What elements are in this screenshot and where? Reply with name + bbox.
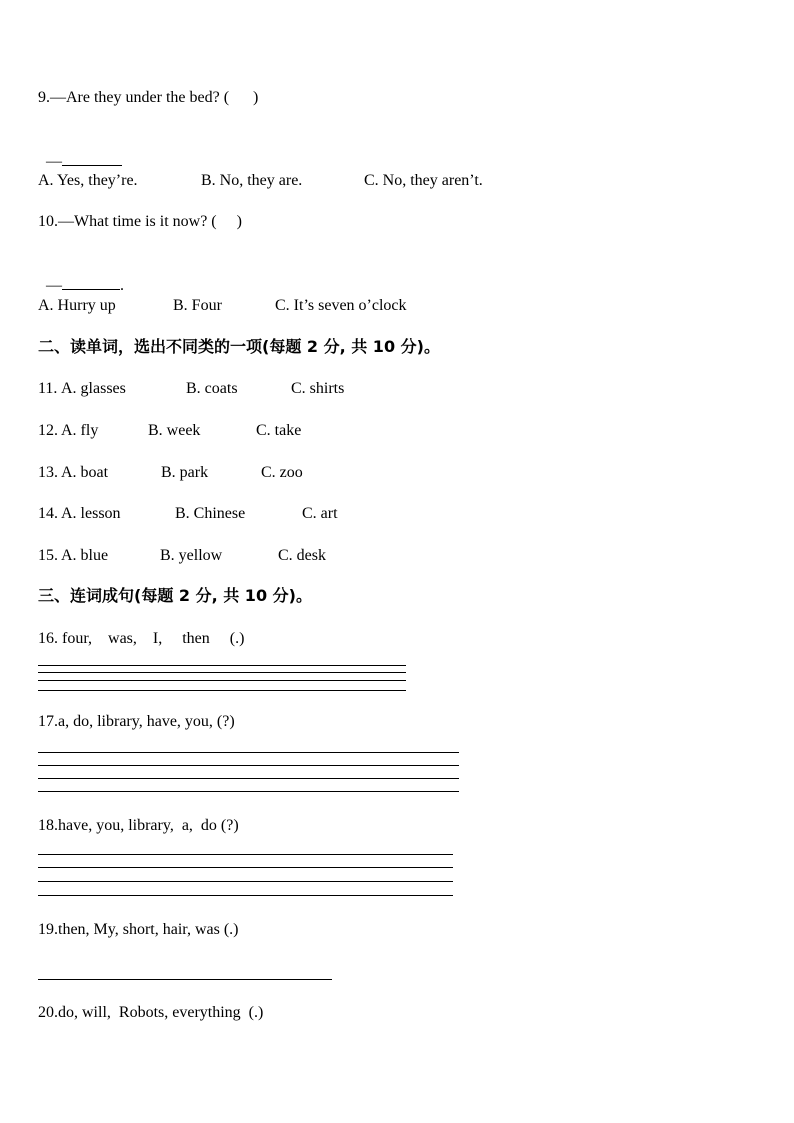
writing-line[interactable] — [38, 778, 459, 779]
question-10-option-a[interactable]: A. Hurry up — [38, 297, 116, 314]
writing-line[interactable] — [38, 791, 459, 792]
question-16-words: 16. four, was, I, then (.) — [38, 630, 245, 647]
question-13-number: 13. — [38, 464, 58, 481]
writing-line[interactable] — [38, 867, 453, 868]
question-14-option-c[interactable]: C. art — [302, 505, 338, 522]
writing-line[interactable] — [38, 690, 406, 691]
period: . — [120, 277, 124, 294]
section-3-heading: 三、连词成句(每题 2 分, 共 10 分)。 — [38, 586, 312, 605]
question-11-number: 11. — [38, 380, 62, 397]
question-14-option-a[interactable]: A. lesson — [61, 505, 121, 522]
answer-blank[interactable] — [62, 151, 122, 166]
question-11-option-a[interactable]: A. glasses — [61, 380, 126, 397]
writing-line[interactable] — [38, 895, 453, 896]
question-13-option-a[interactable]: A. boat — [61, 464, 109, 481]
question-20-words: 20.do, will, Robots, everything (.) — [38, 1004, 264, 1021]
question-10-prompt: 10.—What time is it now? ( ) — [38, 213, 242, 230]
dash: — — [46, 153, 62, 170]
question-15-number: 15. — [38, 547, 58, 564]
question-10-answer-line[interactable] — [38, 255, 124, 296]
question-11-option-b[interactable]: B. coats — [186, 380, 238, 397]
question-10-option-b[interactable]: B. Four — [173, 297, 222, 314]
dash: — — [46, 277, 62, 294]
writing-line[interactable] — [38, 765, 459, 766]
question-15-option-b[interactable]: B. yellow — [160, 547, 223, 564]
question-14-option-b[interactable]: B. Chinese — [175, 505, 246, 522]
question-12-option-a[interactable]: A. fly — [61, 422, 99, 439]
question-9-option-b[interactable]: B. No, they are. — [201, 172, 303, 189]
question-13-option-b[interactable]: B. park — [161, 464, 209, 481]
writing-line[interactable] — [38, 672, 406, 673]
question-17-words: 17.a, do, library, have, you, (?) — [38, 713, 235, 730]
question-12-option-b[interactable]: B. week — [148, 422, 201, 439]
question-9-option-c[interactable]: C. No, they aren’t. — [364, 172, 483, 189]
answer-blank[interactable] — [62, 275, 120, 290]
question-14-number: 14. — [38, 505, 58, 522]
question-19-words: 19.then, My, short, hair, was (.) — [38, 921, 239, 938]
writing-line[interactable] — [38, 752, 459, 753]
question-15-option-a[interactable]: A. blue — [61, 547, 109, 564]
question-9-prompt: 9.—Are they under the bed? ( ) — [38, 89, 259, 106]
question-12-number: 12. — [38, 422, 58, 439]
writing-line[interactable] — [38, 979, 332, 980]
writing-line[interactable] — [38, 854, 453, 855]
writing-line[interactable] — [38, 665, 406, 666]
question-10-option-c[interactable]: C. It’s seven o’clock — [275, 297, 407, 314]
question-9-option-a[interactable]: A. Yes, they’re. — [38, 172, 138, 189]
question-18-words: 18.have, you, library, a, do (?) — [38, 817, 239, 834]
question-12-option-c[interactable]: C. take — [256, 422, 302, 439]
writing-line[interactable] — [38, 881, 453, 882]
question-11-option-c[interactable]: C. shirts — [291, 380, 345, 397]
question-13-option-c[interactable]: C. zoo — [261, 464, 303, 481]
section-2-heading: 二、读单词，选出不同类的一项(每题 2 分, 共 10 分)。 — [38, 337, 440, 356]
question-9-answer-line[interactable] — [38, 131, 122, 172]
writing-line[interactable] — [38, 680, 406, 681]
question-15-option-c[interactable]: C. desk — [278, 547, 326, 564]
